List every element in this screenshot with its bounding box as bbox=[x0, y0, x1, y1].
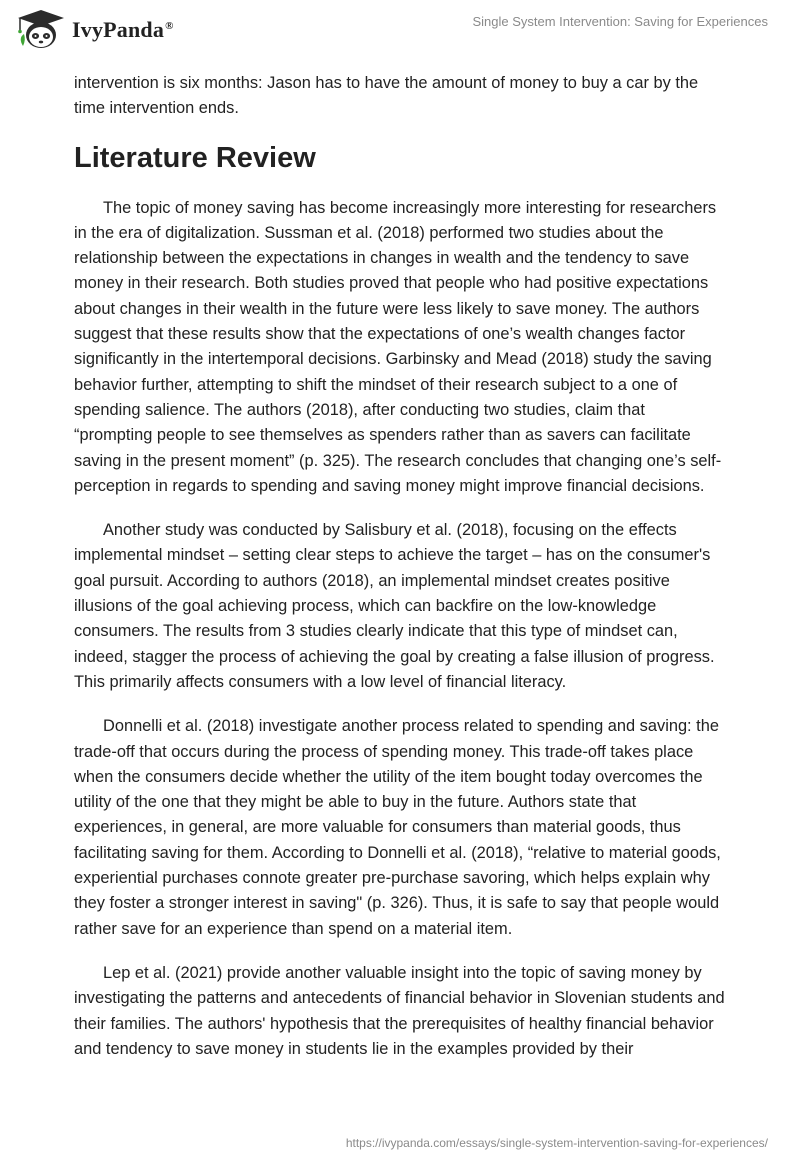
brand-name: IvyPanda® bbox=[72, 17, 174, 42]
ivypanda-logo[interactable] bbox=[14, 8, 174, 52]
document-title: Single System Intervention: Saving for Experiences bbox=[472, 14, 768, 29]
page-header bbox=[0, 0, 800, 70]
panda-icon bbox=[14, 8, 68, 52]
paragraph-money-saving: The topic of money saving has become increasingly more interesting for researchers in the era of digitalization. Sussman et al. (2018) performed two studies about the relationship between the expectations in changes in wealth and the tendency to save money in their research. Both studies proved that people who had positive expectations about changes in their wealth in the future were less likely to save money. The authors suggest that these results show that the expectations of one’s wealth changes factor significantly in the intertemporal decisions. Garbinsky and Mead (2018) study the saving behavior further, attempting to shift the mindset of their research subject to a one of spending salience. The authors (2018), after conducting two studies, claim that “prompting people to see themselves as spenders rather than as savers can facilitate saving in the present moment” (p. 325). The research concludes that changing one’s self-perception in regards to spending and saving money might improve financial decisions. bbox=[74, 198, 722, 495]
paragraph-implemental-mindset: Another study was conducted by Salisbury et al. (2018), focusing on the effects implemental mindset – setting clear steps to achieve the target – has on the consumer's goal pursuit. According to authors (2018), an implemental mindset creates positive illusions of the goal achieving process, which can backfire on the low-knowledge consumers. The results from 3 studies clearly indicate that this type of mindset can, indeed, stagger the process of achieving the goal by creating a false illusion of progress. This primarily affects consumers with a low level of financial literacy. bbox=[74, 521, 715, 691]
source-url[interactable]: https://ivypanda.com/essays/single-system-intervention-saving-for-experiences/ bbox=[345, 1136, 768, 1150]
intro-continuation-paragraph: intervention is six months: Jason has to have the amount of money to buy a car by the time intervention ends. bbox=[74, 74, 699, 118]
registered-mark: ® bbox=[165, 19, 174, 32]
section-heading-literature-review: Literature Review bbox=[74, 141, 316, 174]
article-body bbox=[74, 71, 726, 1081]
paragraph-financial-behavior: Lep et al. (2021) provide another valuable insight into the topic of saving money by investigating the patterns and antecedents of financial behavior in Slovenian students and their families. The authors' hypothesis that the prerequisites of healthy financial behavior and tendency to save money in students lie in the examples provided by their bbox=[74, 963, 725, 1058]
paragraph-trade-off: Donnelli et al. (2018) investigate another process related to spending and saving: the trade-off that occurs during the process of spending money. This trade-off takes place when the consumers decide whether the utility of the item bought today overcomes the utility of the one that they might be able to buy in the future. Authors state that experiences, in general, are more valuable for consumers than material goods, thus facilitating saving for them. According to Donnelli et al. (2018), “relative to material goods, experiential purchases connote greater pre-purchase savoring, which helps explain why they foster a stronger interest in saving" (p. 326). Thus, it is safe to say that people would rather save for an experience than spend on a material item. bbox=[74, 717, 721, 938]
